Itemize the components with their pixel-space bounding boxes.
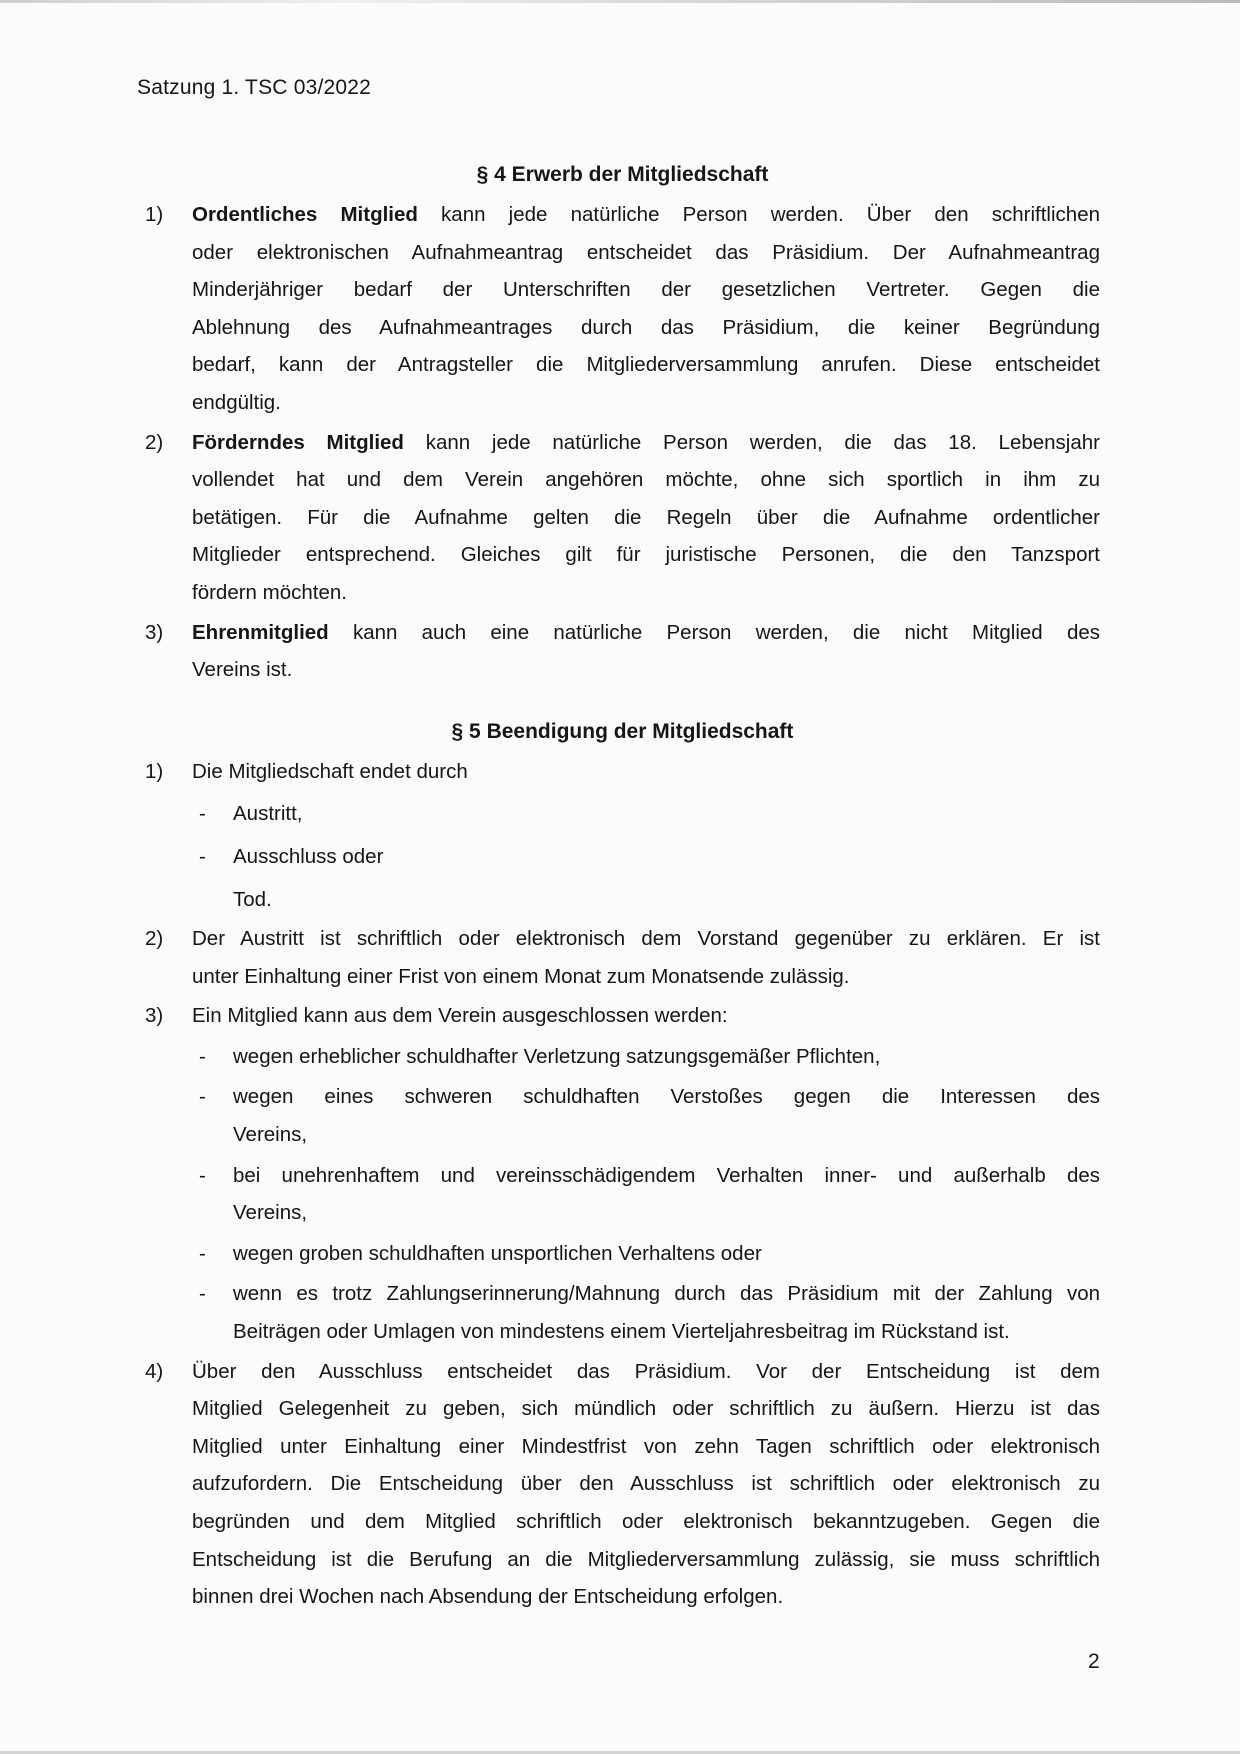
item-text [192, 753, 1100, 918]
item-text [192, 920, 1100, 995]
item-number: 4) [145, 1359, 164, 1383]
bold-lead-in: Förderndes Mitglied [192, 430, 404, 454]
text-line: Der Austritt ist schriftlich oder elektronisch dem Vorstand gegenüber zu erklären. Er ist [192, 927, 1100, 951]
document-header: Satzung 1. TSC 03/2022 [137, 76, 372, 99]
bullet-text [233, 1038, 1100, 1076]
bullet-item [192, 838, 1100, 876]
text-line: unter Einhaltung einer Frist von einem Monat zum Monatsende zulässig. [192, 964, 850, 988]
bullet-item [192, 1235, 1100, 1273]
text-line: Ein Mitglied kann aus dem Verein ausgeschlossen werden: [192, 1004, 728, 1028]
text-line: bei unehrenhaftem und vereinsschädigendem Verhalten inner- und außerhalb des [233, 1163, 1100, 1187]
list-item [145, 424, 1100, 612]
bold-lead-in: Ehrenmitglied [192, 620, 329, 644]
text-line: Entscheidung ist die Berufung an die Mitgliederversammlung zulässig, sie muss schriftlich [192, 1547, 1100, 1571]
bullet-item [192, 1275, 1100, 1350]
item-number: 3) [145, 620, 164, 644]
text-line: Mitglied unter Einhaltung einer Mindestfrist von zehn Tagen schriftlich oder elektronisch [192, 1434, 1100, 1458]
bullet-dash: - [199, 1163, 206, 1187]
list-item [145, 997, 1100, 1350]
text-line: wenn es trotz Zahlungserinnerung/Mahnung durch das Präsidium mit der Zahlung von [233, 1282, 1100, 1306]
item-text [192, 614, 1100, 689]
bullet-dash: - [199, 1241, 206, 1265]
bullet-text [233, 1275, 1100, 1350]
bullet-dash: - [199, 1044, 206, 1068]
bullet-dash: - [199, 1282, 206, 1306]
text-line: fördern möchten. [192, 580, 347, 604]
document-body [145, 156, 1100, 1616]
bullet-item [192, 1038, 1100, 1076]
bullet-text [233, 1235, 1100, 1273]
text-line: begründen und dem Mitglied schriftlich oder elektronisch bekanntzugeben. Gegen die [192, 1510, 1100, 1533]
text-line: wegen eines schweren schuldhaften Verstoßes gegen die Interessen des [233, 1085, 1100, 1109]
text-line: Beiträgen oder Umlagen von mindestens einem Vierteljahresbeitrag im Rückstand ist. [233, 1320, 1010, 1344]
text-line: Minderjähriger bedarf der Unterschriften der gesetzlichen Vertreter. Gegen die [192, 278, 1100, 302]
item-number: 2) [145, 430, 164, 454]
text-line: Ausschluss oder [233, 844, 384, 868]
item-text [192, 424, 1100, 612]
text-line: bedarf, kann der Antragsteller die Mitgliederversammlung anrufen. Diese entscheidet [192, 353, 1100, 377]
item-text [192, 196, 1100, 422]
text-line: Vereins, [233, 1201, 308, 1225]
item-text [192, 1353, 1100, 1616]
text-line: endgültig. [192, 390, 281, 414]
text-line: Ehrenmitglied kann auch eine natürliche Person werden, die nicht Mitglied des [192, 620, 1100, 644]
text-line: Ablehnung des Aufnahmeantrages durch das Präsidium, die keiner Begründung [192, 315, 1100, 339]
text-line: Mitglieder entsprechend. Gleiches gilt für juristische Personen, die den Tanzsport [192, 543, 1100, 567]
bullet-item [192, 1078, 1100, 1153]
text-line: wegen erheblicher schuldhafter Verletzung satzungsgemäßer Pflichten, [233, 1044, 881, 1068]
item-number: 1) [145, 759, 164, 783]
text-line: binnen drei Wochen nach Absendung der Entscheidung erfolgen. [192, 1585, 784, 1609]
list-item [145, 614, 1100, 689]
text-line: Vereins ist. [192, 658, 293, 682]
bullet-dash: - [199, 1085, 206, 1109]
item-number: 1) [145, 203, 164, 226]
text-line: wegen groben schuldhaften unsportlichen Verhaltens oder [233, 1241, 762, 1265]
item-text [192, 997, 1100, 1350]
bullet-text [233, 795, 1100, 833]
list-item [145, 196, 1100, 422]
list-item [145, 1353, 1100, 1616]
document-section [145, 156, 1100, 689]
bold-lead-in: Ordentliches Mitglied [192, 203, 418, 226]
text-line: Über den Ausschluss entscheidet das Präsidium. Vor der Entscheidung ist dem [192, 1359, 1100, 1383]
section-heading: § 5 Beendigung der Mitgliedschaft [451, 719, 794, 743]
bullet-text [233, 1157, 1100, 1232]
bullet-text [233, 881, 1100, 919]
text-line: vollendet hat und dem Verein angehören möchte, ohne sich sportlich in ihm zu [192, 468, 1100, 492]
bullet-item [192, 881, 1100, 919]
document-section [145, 713, 1100, 1616]
bullet-text [233, 838, 1100, 876]
bullet-item [192, 795, 1100, 833]
text-line: Die Mitgliedschaft endet durch [192, 759, 468, 783]
scan-artifact-top [0, 0, 1240, 3]
item-number: 3) [145, 1004, 164, 1028]
text-line: Vereins, [233, 1123, 308, 1147]
page-number: 2 [1088, 1650, 1100, 1673]
text-line: Austritt, [233, 802, 303, 826]
text-line: Ordentliches Mitglied kann jede natürliche Person werden. Über den schriftlichen [192, 203, 1100, 226]
bullet-dash [192, 881, 233, 919]
item-number: 2) [145, 927, 164, 951]
bullet-item [192, 1157, 1100, 1232]
bullet-dash: - [199, 844, 206, 868]
text-line: Mitglied Gelegenheit zu geben, sich mündlich oder schriftlich zu äußern. Hierzu ist das [192, 1397, 1100, 1421]
bullet-dash: - [199, 802, 206, 826]
text-line: Förderndes Mitglied kann jede natürliche Person werden, die das 18. Lebensjahr [192, 430, 1100, 454]
text-line: betätigen. Für die Aufnahme gelten die Regeln über die Aufnahme ordentlicher [192, 505, 1100, 529]
list-item [145, 753, 1100, 918]
section-heading: § 4 Erwerb der Mitgliedschaft [476, 163, 769, 186]
text-line: aufzufordern. Die Entscheidung über den Ausschluss ist schriftlich oder elektronisch zu [192, 1472, 1100, 1496]
text-line: oder elektronischen Aufnahmeantrag entscheidet das Präsidium. Der Aufnahmeantrag [192, 240, 1100, 264]
list-item [145, 920, 1100, 995]
text-line: Tod. [233, 887, 272, 911]
bullet-text [233, 1078, 1100, 1153]
